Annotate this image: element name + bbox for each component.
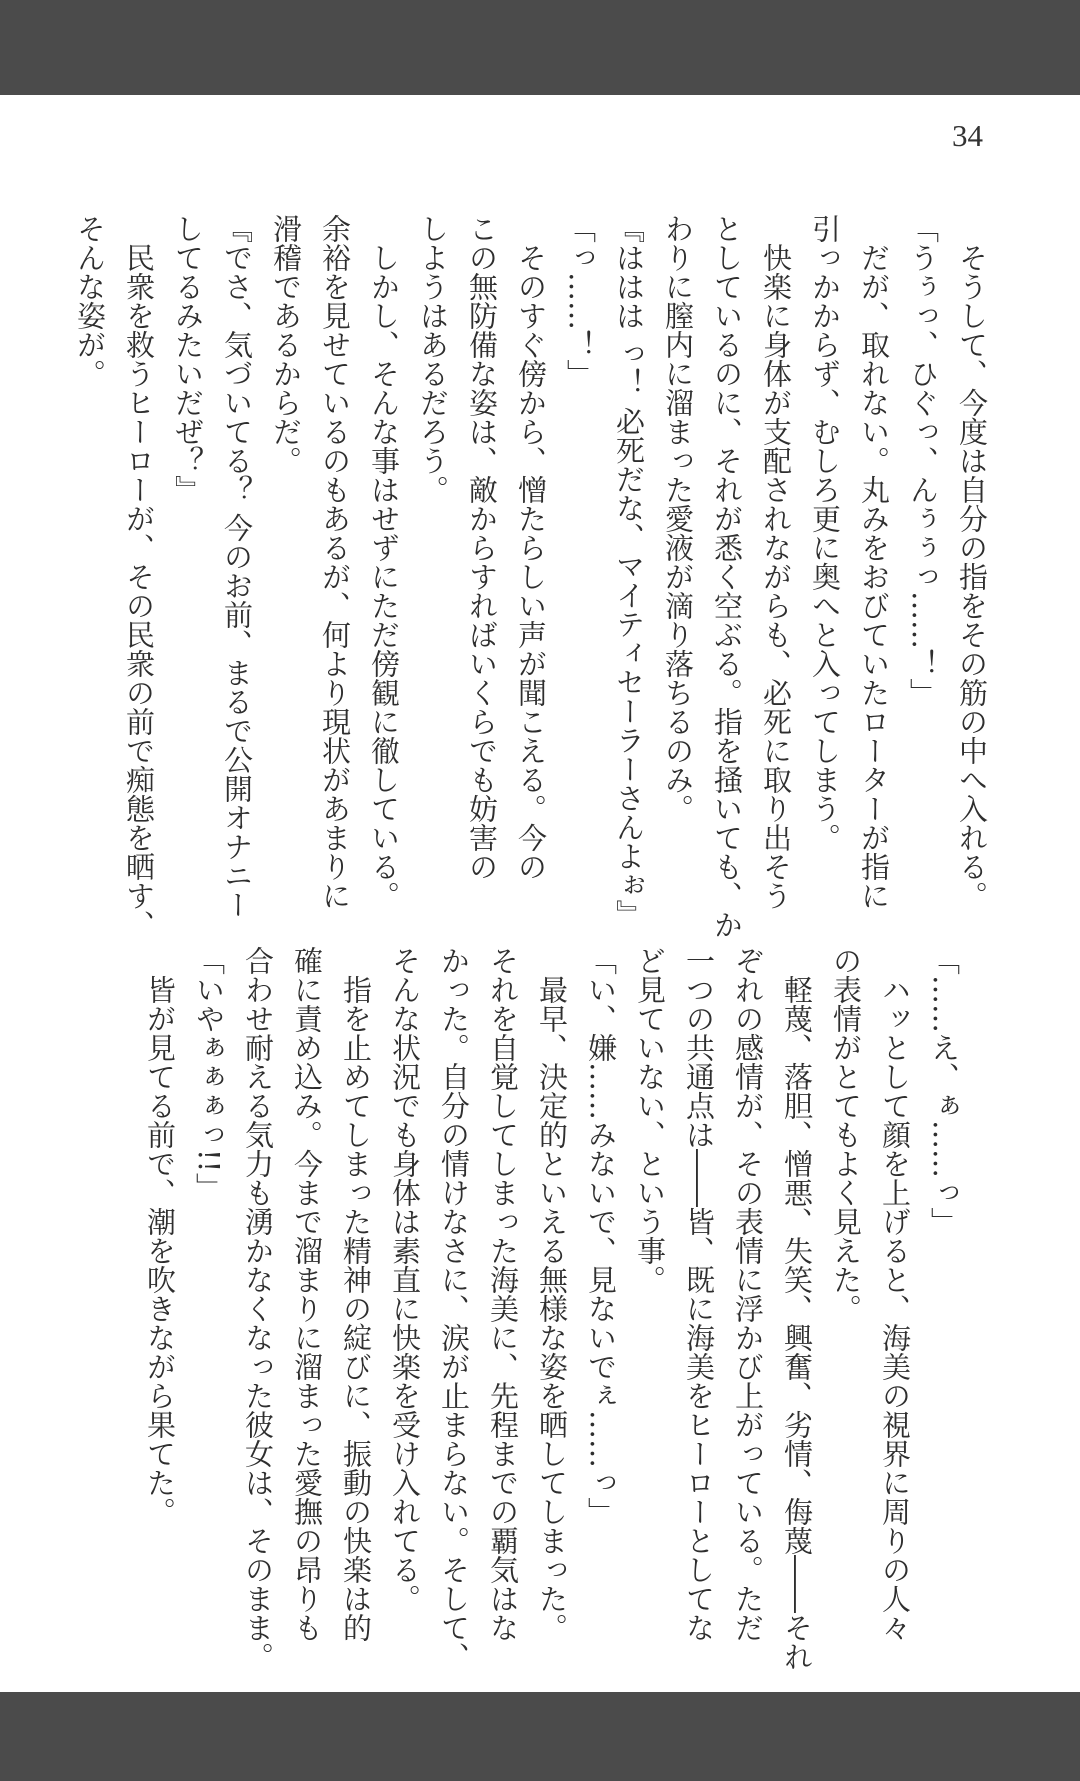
text-line: としているのに、それが悉く空ぶる。指を掻いても、か: [710, 214, 744, 939]
text-line: そのすぐ傍から、憎たらしい声が聞こえる。今の: [514, 214, 548, 881]
text-line: してるみたいだぜ？』: [171, 214, 205, 504]
text-line: そんな姿が。: [73, 214, 107, 388]
text-block-top: [65, 214, 996, 939]
text-line: わりに膣内に溜まった愛液が滴り落ちるのみ。: [661, 214, 695, 823]
text-line: 余裕を見せているのもあるが、何より現状があまりに: [318, 214, 352, 910]
top-toolbar-bar: [0, 0, 1080, 95]
text-line: 「い、嫌……みないで、見ないでぇ……っ」: [584, 946, 618, 1526]
text-line: 確に責め込み。今まで溜まりに溜まった愛撫の昂りも: [290, 946, 324, 1642]
text-line: ど見ていない、という事。: [633, 946, 667, 1294]
text-line: それを自覚してしまった海美に、先程までの覇気はな: [486, 946, 520, 1642]
text-line: そうして、今度は自分の指をその筋の中へ入れる。: [955, 214, 989, 910]
text-line: 『でさ、気づいてる？ 今のお前、まるで公開オナニー: [220, 214, 254, 920]
text-line: 「うぅっ、ひぐっ、んぅぅっ……！」: [906, 214, 940, 707]
text-line: だが、取れない。丸みをおびていたローターが指に: [857, 214, 891, 910]
text-line: 最早、決定的といえる無様な姿を晒してしまった。: [535, 946, 569, 1642]
text-line: この無防備な姿は、敵からすればいくらでも妨害の: [465, 214, 499, 881]
text-line: 『ははは っ！ 必死だな、マイティセーラーさんよぉ』: [612, 214, 646, 929]
text-line: ハッとして顔を上げると、海美の視界に周りの人々: [878, 946, 912, 1642]
text-block-bottom: [135, 946, 968, 1671]
text-line: 「いやぁぁぁっ!!」: [192, 946, 226, 1202]
text-line: 引っかからず、むしろ更に奥へと入ってしまう。: [808, 214, 842, 852]
text-line: 「……え、ぁ……っ」: [927, 946, 961, 1236]
text-line: 民衆を救うヒーローが、その民衆の前で痴態を晒す、: [122, 214, 156, 939]
text-line: 指を止めてしまった精神の綻びに、振動の快楽は的: [339, 946, 373, 1642]
text-line: そんな状況でも身体は素直に快楽を受け入れてる。: [388, 946, 422, 1613]
text-line: 滑稽であるからだ。: [269, 214, 303, 475]
text-line: ぞれの感情が、その表情に浮かび上がっている。ただ: [731, 946, 765, 1642]
page-number: 34: [952, 118, 983, 153]
text-line: 軽蔑、落胆、憎悪、失笑、興奮、劣情、侮蔑――それ: [780, 946, 814, 1671]
text-line: しかし、そんな事はせずにただ傍観に徹している。: [367, 214, 401, 910]
bottom-toolbar-bar: [0, 1692, 1080, 1781]
text-line: 皆が見てる前で、潮を吹きながら果てた。: [143, 946, 177, 1526]
text-line: 合わせ耐える気力も湧かなくなった彼女は、そのまま。: [241, 946, 275, 1671]
text-line: 快楽に身体が支配されながらも、必死に取り出そう: [759, 214, 793, 910]
text-line: 「っ……！」: [563, 214, 597, 388]
text-line: の表情がとてもよく見えた。: [829, 946, 863, 1323]
text-line: かった。自分の情けなさに、涙が止まらない。そして、: [437, 946, 471, 1671]
text-line: しようはあるだろう。: [416, 214, 450, 504]
text-line: 一つの共通点は――皆、既に海美をヒーローとしてな: [682, 946, 716, 1642]
